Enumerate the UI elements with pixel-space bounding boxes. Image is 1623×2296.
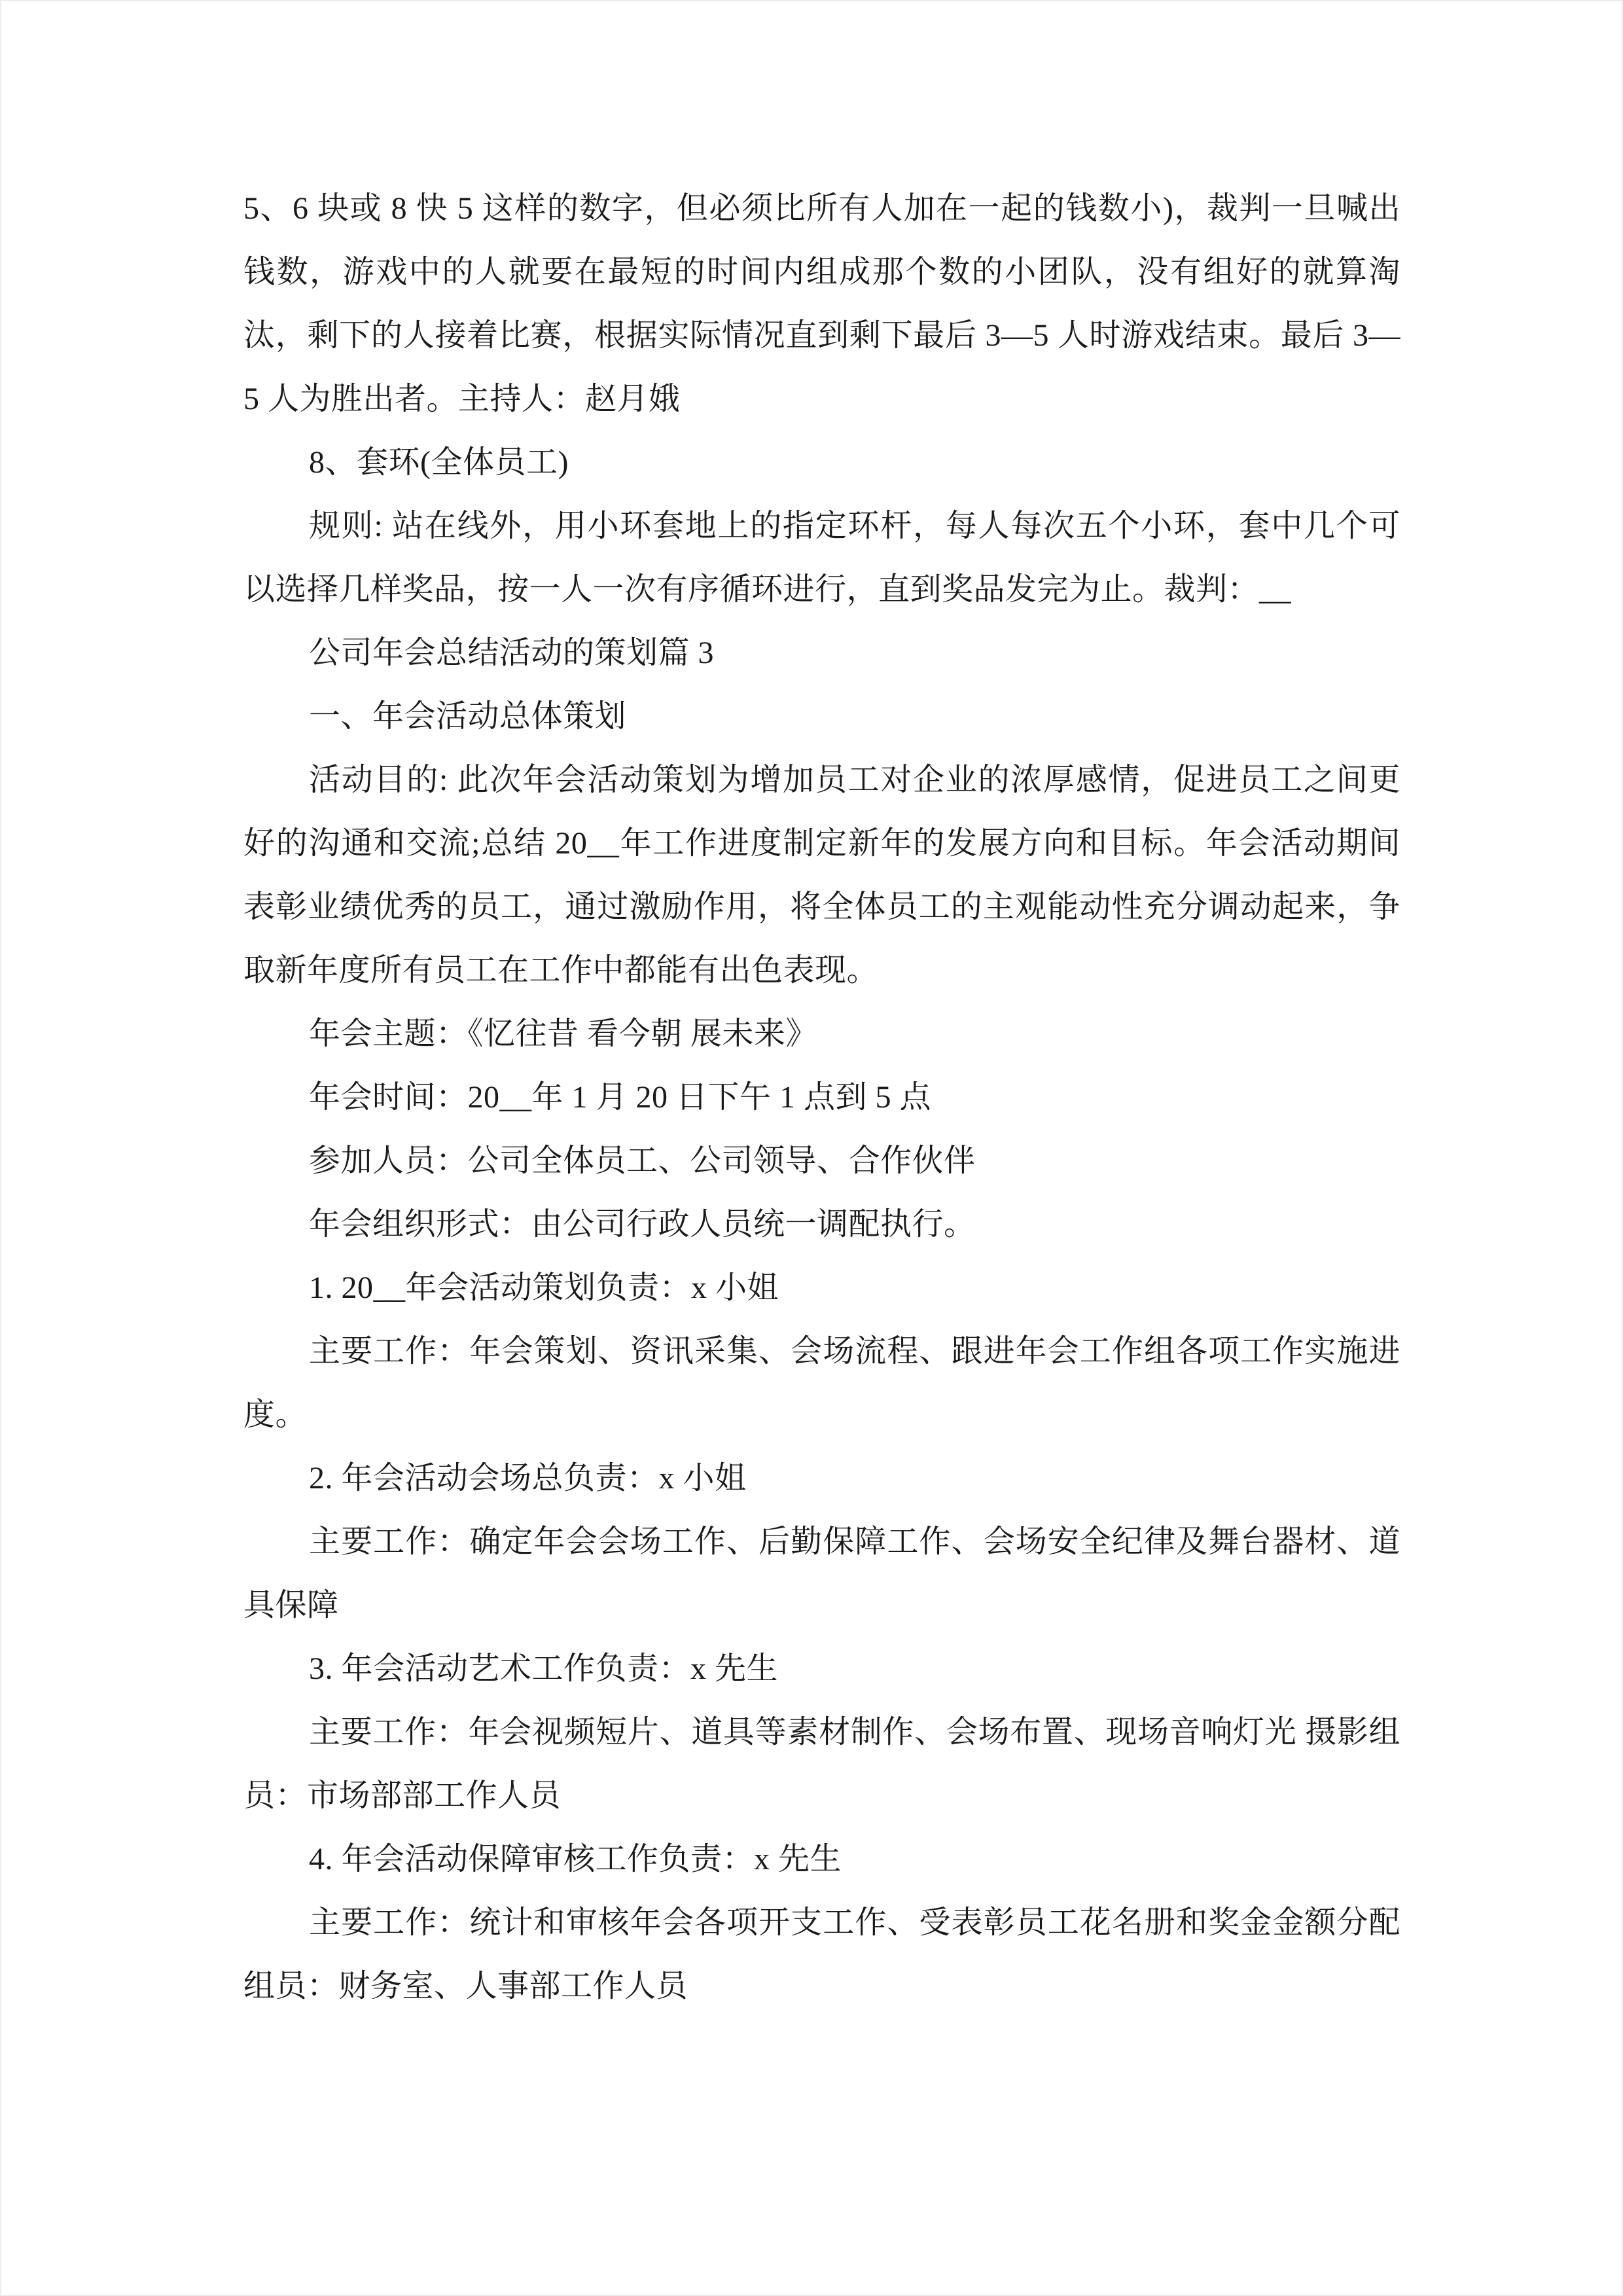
paragraph: 年会主题：《忆往昔 看今朝 展未来》: [309, 1016, 818, 1051]
paragraph: 1. 20__年会活动策划负责：x 小姐: [309, 1270, 779, 1305]
paragraph: 4. 年会活动保障审核工作负责：x 先生: [309, 1842, 842, 1876]
paragraph: 公司年会总结活动的策划篇 3: [309, 636, 715, 670]
paragraph: 参加人员：公司全体员工、公司领导、合作伙伴: [309, 1143, 976, 1178]
paragraph: 主要工作：年会策划、资讯采集、会场流程、跟进年会工作组各项工作实施进度。: [243, 1334, 1400, 1432]
paragraph: 主要工作：年会视频短片、道具等素材制作、会场布置、现场音响灯光 摄影组员：市场部部工作人员: [243, 1715, 1400, 1813]
paragraph: 主要工作：确定年会会场工作、后勤保障工作、会场安全纪律及舞台器材、道具保障: [243, 1524, 1400, 1623]
paragraph: 3. 年会活动艺术工作负责：x 先生: [309, 1651, 779, 1686]
paragraph: 一、年会活动总体策划: [309, 699, 627, 734]
paragraph: 8、套环(全体员工): [309, 445, 569, 480]
paragraph: 主要工作：统计和审核年会各项开支工作、受表彰员工花名册和奖金金额分配 组员：财务室、人事部工作人员: [243, 1905, 1400, 2003]
paragraph: 年会组织形式：由公司行政人员统一调配执行。: [309, 1207, 976, 1242]
paragraph: 2. 年会活动会场总负责：x 小姐: [309, 1461, 747, 1496]
paragraph: 活动目的: 此次年会活动策划为增加员工对企业的浓厚感情，促进员工之间更好的沟通和交流;总结 20__年工作进度制定新年的发展方向和目标。年会活动期间表彰业绩优秀的员工，通过激励作用，将全体员工的主观能动性充分调动起来，争取新年度所有员工在工作中都能有出色表现。: [243, 762, 1400, 988]
paragraph: 年会时间：20__年 1 月 20 日下午 1 点到 5 点: [309, 1080, 932, 1115]
paragraph: 规则: 站在线外，用小环套地上的指定环杆，每人每次五个小环，套中几个可以选择几样奖品，按一人一次有序循环进行，直到奖品发完为止。裁判：__: [243, 509, 1400, 607]
paragraph: 5、6 块或 8 快 5 这样的数字，但必须比所有人加在一起的钱数小)，裁判一旦喊出钱数，游戏中的人就要在最短的时间内组成那个数的小团队，没有组好的就算淘汰，剩下的人接着比赛，根据实际情况直到剩下最后 3—5 人时游戏结束。最后 3—5 人为胜出者。主持人：赵月娥: [243, 191, 1400, 416]
document-body: [243, 177, 1400, 2018]
